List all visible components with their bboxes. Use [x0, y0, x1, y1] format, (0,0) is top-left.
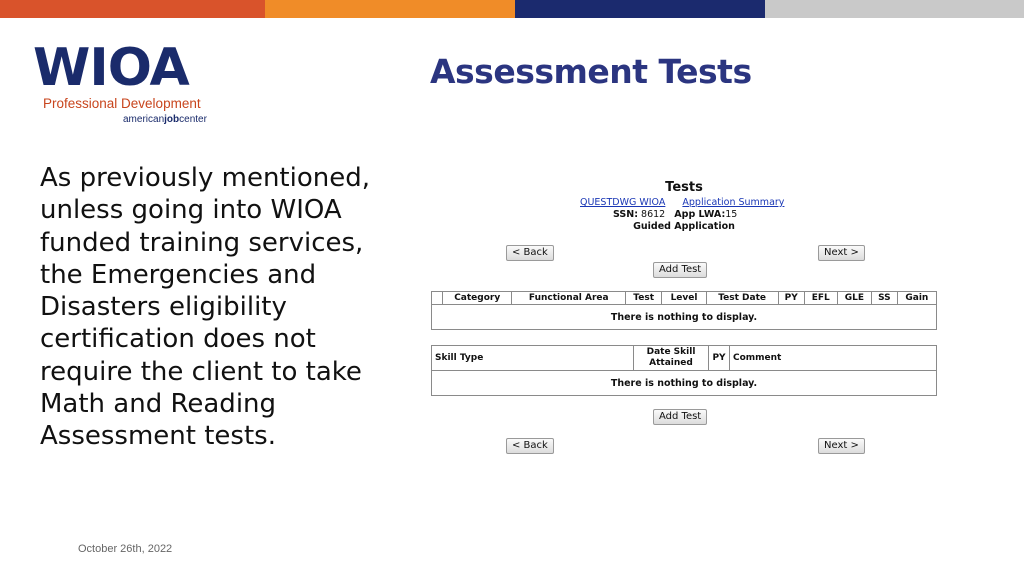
column-header: SS: [872, 292, 898, 305]
slide-title: Assessment Tests: [430, 52, 752, 91]
guided-application-label: Guided Application: [633, 221, 735, 232]
body-line: As previously mentioned,: [40, 163, 371, 193]
tests-page-title: Tests: [665, 180, 703, 195]
column-header: Skill Type: [432, 346, 634, 371]
column-header: GLE: [837, 292, 871, 305]
wioa-logo: [33, 40, 233, 130]
top-bar-navy: [515, 0, 765, 18]
column-header: Level: [662, 292, 706, 305]
column-header: Category: [443, 292, 512, 305]
body-line: Assessment tests.: [40, 421, 276, 452]
skills-table-header: [432, 346, 937, 371]
skills-empty-message: There is nothing to display.: [432, 371, 937, 396]
add-test-button-top[interactable]: Add Test: [653, 262, 707, 278]
logo-subtitle: Professional Development: [43, 96, 201, 111]
ssn-value: 8612: [641, 209, 666, 220]
lwa-label: App LWA:: [674, 209, 726, 220]
top-bar-gray: [765, 0, 1024, 18]
tests-table-header: [432, 292, 937, 305]
column-header: PY: [778, 292, 804, 305]
tests-empty-message: There is nothing to display.: [432, 305, 937, 330]
body-line: the Emergencies and: [40, 259, 317, 290]
column-header: Functional Area: [512, 292, 626, 305]
ssn-info: [613, 209, 737, 220]
column-header: Test: [626, 292, 662, 305]
next-button-top[interactable]: Next >: [818, 245, 865, 261]
body-line: Math and Reading: [40, 389, 277, 420]
tests-table: [431, 291, 937, 330]
header-links: [580, 197, 798, 208]
skills-empty-row: [432, 371, 937, 396]
skills-table: [431, 345, 937, 396]
column-header: Comment: [730, 346, 937, 371]
column-header: Date Skill Attained: [634, 346, 709, 371]
body-line: certification does not: [40, 324, 316, 355]
back-button-top[interactable]: < Back: [506, 245, 554, 261]
next-button-bottom[interactable]: Next >: [818, 438, 865, 454]
body-line: funded training services,: [40, 227, 364, 258]
ssn-label: SSN:: [613, 209, 639, 220]
logo-wordmark: WIOA: [33, 38, 189, 98]
footer-date: October 26th, 2022: [78, 543, 173, 555]
lwa-value: 15: [725, 209, 738, 220]
column-header: [432, 292, 443, 305]
column-header: EFL: [804, 292, 837, 305]
body-line: require the client to take: [40, 356, 362, 387]
column-header: Gain: [897, 292, 936, 305]
column-header: Test Date: [706, 292, 778, 305]
body-line: unless going into WIOA: [40, 195, 342, 226]
slide-body: [40, 162, 400, 453]
column-header: PY: [709, 346, 730, 371]
top-bar-orange: [265, 0, 515, 18]
tests-empty-row: [432, 305, 937, 330]
body-line: Disasters eligibility: [40, 292, 287, 323]
logo-brand: americanjobcenter: [123, 114, 207, 125]
questdwg-link[interactable]: QUESTDWG WIOA: [580, 197, 666, 208]
application-summary-link[interactable]: Application Summary: [682, 197, 785, 208]
back-button-bottom[interactable]: < Back: [506, 438, 554, 454]
add-test-button-bottom[interactable]: Add Test: [653, 409, 707, 425]
top-bar-red: [0, 0, 265, 18]
tests-screenshot: [428, 178, 940, 463]
